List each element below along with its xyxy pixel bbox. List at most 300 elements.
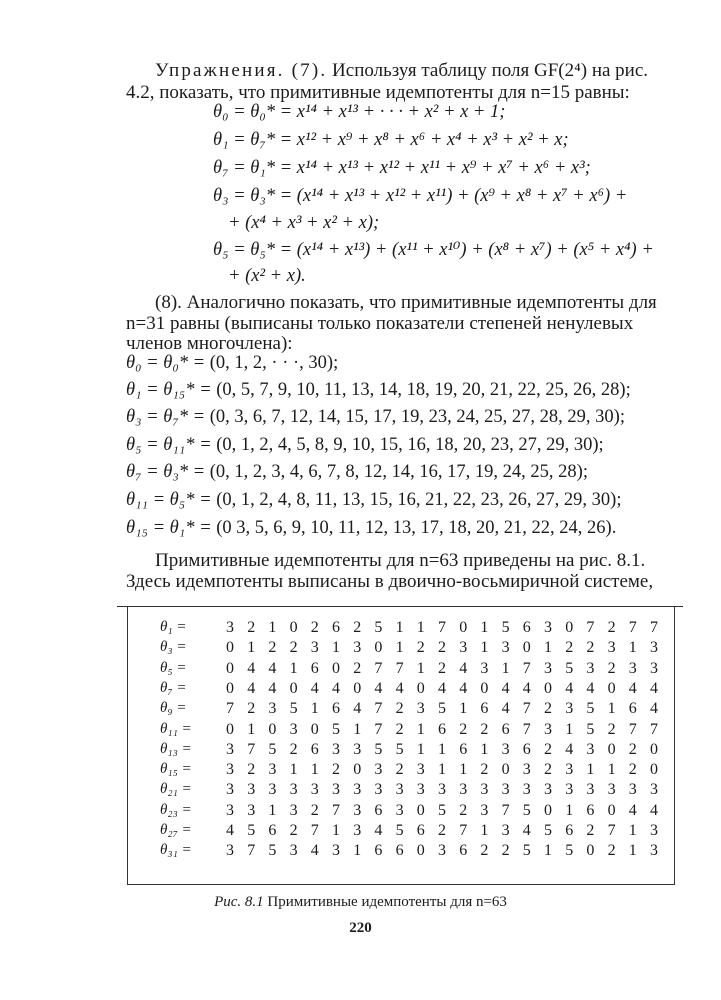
table-cell: 2 — [459, 720, 468, 738]
table-cell: 4 — [628, 801, 637, 819]
equation-theta5: θ₅ = θ₅* = (x¹⁴ + x¹³) + (x¹¹ + x¹⁰) + (x⁸ + x⁷) + (x⁵ + x⁴) + — [213, 240, 654, 260]
table-cell: 4 — [268, 659, 277, 677]
figure-label: Рис. 8.1 — [214, 894, 264, 910]
table-cell: 1 — [607, 761, 616, 779]
table-cell: 3 — [416, 700, 425, 718]
idempotent-row-values: (0 3, 5, 6, 9, 10, 11, 12, 13, 17, 18, 20, 21, 22, 24, 26). — [216, 518, 617, 538]
table-cell: 6 — [459, 740, 468, 758]
table-row-label: θ₁₅ = — [160, 761, 192, 778]
table-cell: 6 — [374, 842, 383, 860]
table-cell: 4 — [650, 801, 658, 819]
table-cell: 4 — [332, 679, 340, 697]
table-cell: 4 — [501, 679, 510, 697]
table-cell: 1 — [247, 720, 256, 738]
table-row-label: θ₁₃ = — [160, 740, 192, 757]
idempotent-row-lhs: θ₅ = θ₁₁* = — [126, 435, 212, 455]
table-cell: 7 — [522, 720, 531, 738]
table-cell: 3 — [650, 822, 658, 839]
exercise-8-line-3: членов многочлена): — [126, 333, 293, 354]
table-row-label: θ₅ = — [160, 659, 187, 676]
table-cell: 7 — [522, 659, 531, 677]
table-cell: 0 — [416, 842, 425, 860]
table-cell: 6 — [395, 842, 404, 860]
table-row — [128, 822, 674, 844]
table-cell: 1 — [586, 761, 595, 779]
table-cell: 3 — [353, 822, 362, 839]
table-cell: 0 — [416, 801, 425, 819]
paragraph-line-1: Примитивные идемпотенты для n=63 приведены на рис. 8.1. — [155, 550, 646, 571]
table-cell: 0 — [289, 679, 298, 697]
table-cell: 4 — [459, 659, 468, 677]
table-cell: 6 — [438, 720, 446, 738]
table-cell: 5 — [395, 740, 404, 758]
table-cell: 2 — [395, 720, 404, 738]
table-cell: 6 — [459, 842, 468, 860]
table-cell: 3 — [544, 720, 552, 738]
table-cell: 4 — [310, 842, 319, 860]
exercise-8-line-2: n=31 равны (выписаны только показатели степеней ненулевых — [126, 313, 634, 334]
table-cell: 3 — [459, 781, 468, 799]
table-cell: 3 — [586, 659, 595, 677]
equation-theta3-continued: + (x⁴ + x³ + x² + x); — [228, 213, 380, 233]
table-cell: 3 — [501, 781, 510, 799]
exercise-7-text: Используя таблицу поля GF(2⁴) на рис. — [332, 60, 649, 81]
table-row-label: θ₂₃ = — [160, 801, 192, 818]
table-cell: 2 — [607, 619, 616, 636]
table-cell: 7 — [438, 619, 446, 636]
table-cell: 3 — [289, 801, 298, 819]
table-cell: 1 — [289, 659, 298, 677]
table-cell: 6 — [565, 822, 574, 839]
table-cell: 5 — [438, 801, 446, 819]
table-cell: 7 — [310, 822, 319, 839]
table-cell: 2 — [247, 761, 256, 779]
table-cell: 3 — [353, 639, 362, 657]
table-cell: 0 — [650, 761, 658, 779]
table-cell: 3 — [438, 842, 446, 860]
table-cell: 3 — [395, 801, 404, 819]
table-cell: 7 — [332, 801, 340, 819]
table-cell: 1 — [480, 822, 489, 839]
table-cell: 7 — [247, 740, 256, 758]
table-cell: 3 — [289, 781, 298, 799]
table-cell: 4 — [522, 679, 531, 697]
table-cell: 1 — [289, 761, 298, 779]
table-cell: 3 — [522, 761, 531, 779]
table-cell: 2 — [544, 700, 552, 718]
table-cell: 4 — [374, 822, 383, 839]
table-cell: 4 — [586, 679, 595, 697]
table-cell: 4 — [353, 700, 362, 718]
table-row — [128, 639, 674, 661]
table-cell: 4 — [650, 700, 658, 718]
table-cell: 6 — [310, 659, 319, 677]
idempotent-row-values: (0, 1, 2, 4, 8, 11, 13, 15, 16, 21, 22, 23, 26, 27, 29, 30); — [216, 490, 622, 510]
exercise-7-label: Упражнения. (7). — [155, 60, 328, 81]
equation-theta7: θ₇ = θ₁* = x¹⁴ + x¹³ + x¹² + x¹¹ + x⁹ + x⁷ + x⁶ + x³; — [213, 158, 591, 178]
table-cell: 3 — [501, 639, 510, 657]
table-cell: 3 — [268, 761, 277, 779]
table-cell: 7 — [374, 720, 383, 738]
table-cell: 0 — [544, 801, 552, 819]
table-cell: 2 — [332, 761, 340, 779]
table-cell: 3 — [310, 781, 319, 799]
table-cell: 1 — [395, 639, 404, 657]
idempotent-row-theta3 — [126, 407, 625, 428]
table-cell: 4 — [650, 679, 658, 697]
table-cell: 0 — [459, 619, 468, 636]
table-cell: 3 — [650, 659, 658, 677]
table-cell: 3 — [226, 781, 234, 799]
table-cell: 3 — [544, 619, 552, 636]
table-cell: 1 — [544, 842, 552, 860]
table-row-label: θ₃₁ = — [160, 842, 192, 859]
table-cell: 5 — [586, 700, 595, 718]
table-cell: 3 — [289, 720, 298, 738]
table-cell: 1 — [565, 801, 574, 819]
table-cell: 1 — [268, 619, 277, 636]
table-cell: 3 — [226, 801, 234, 819]
table-cell: 2 — [607, 842, 616, 860]
table-cell: 1 — [416, 740, 425, 758]
table-cell: 0 — [310, 720, 319, 738]
table-cell: 2 — [480, 761, 489, 779]
table-cell: 4 — [395, 679, 404, 697]
table-cell: 0 — [374, 639, 383, 657]
table-row — [128, 802, 674, 824]
table-cell: 2 — [247, 619, 256, 636]
table-cell: 3 — [416, 781, 425, 799]
idempotent-row-theta1 — [126, 380, 631, 401]
table-cell: 6 — [332, 700, 340, 718]
table-cell: 3 — [268, 781, 277, 799]
table-cell: 7 — [247, 842, 256, 860]
table-cell: 2 — [395, 700, 404, 718]
idempotent-row-theta0 — [126, 353, 338, 374]
table-cell: 6 — [416, 822, 425, 839]
table-cell: 0 — [353, 679, 362, 697]
idempotent-row-theta11 — [126, 490, 621, 511]
table-cell: 1 — [565, 720, 574, 738]
table-cell: 3 — [480, 659, 489, 677]
equation-theta0: θ₀ = θ₀* = x¹⁴ + x¹³ + · · · + x² + x + 1; — [213, 102, 506, 122]
table-cell: 3 — [247, 781, 256, 799]
idempotent-row-lhs: θ₁₅ = θ₁* = — [126, 518, 212, 538]
table-cell: 4 — [226, 822, 234, 839]
table-cell: 5 — [522, 842, 531, 860]
table-cell: 5 — [289, 700, 298, 718]
idempotent-row-theta15 — [126, 518, 616, 539]
table-cell: 0 — [607, 679, 616, 697]
table-cell: 1 — [332, 639, 340, 657]
table-row — [128, 721, 674, 743]
table-row — [128, 842, 674, 864]
table-cell: 2 — [247, 700, 256, 718]
table-cell: 1 — [395, 619, 404, 636]
table-cell: 3 — [395, 781, 404, 799]
table-cell: 3 — [565, 781, 574, 799]
idempotent-row-theta5 — [126, 435, 604, 456]
table-cell: 2 — [438, 639, 446, 657]
idempotent-row-values: (0, 1, 2, · · ·, 30); — [209, 353, 339, 373]
table-cell: 3 — [480, 801, 489, 819]
idempotent-row-values: (0, 1, 2, 3, 4, 6, 7, 8, 12, 14, 16, 17, 19, 24, 25, 28); — [209, 462, 588, 482]
table-cell: 2 — [438, 822, 446, 839]
table-cell: 1 — [480, 619, 489, 636]
table-cell: 7 — [501, 801, 510, 819]
table-cell: 0 — [607, 740, 616, 758]
table-cell: 5 — [374, 740, 383, 758]
table-cell: 3 — [289, 842, 298, 860]
table-cell: 2 — [459, 801, 468, 819]
table-cell: 2 — [565, 639, 574, 657]
table-cell: 2 — [607, 720, 616, 738]
table-cell: 1 — [247, 639, 256, 657]
table-cell: 7 — [628, 720, 637, 738]
table-cell: 3 — [226, 619, 234, 636]
table-cell: 3 — [438, 781, 446, 799]
table-cell: 1 — [607, 700, 616, 718]
table-cell: 3 — [586, 781, 595, 799]
table-cell: 6 — [332, 619, 340, 636]
exercise-7-line-1 — [155, 60, 648, 82]
table-cell: 3 — [607, 639, 616, 657]
table-row — [128, 761, 674, 783]
idempotent-row-lhs: θ₇ = θ₃* = — [126, 462, 206, 482]
exercise-8-line-1: (8). Аналогично показать, что примитивные идемпотенты для — [155, 292, 657, 313]
table-row-label: θ₂₇ = — [160, 822, 192, 838]
table-cell: 0 — [268, 720, 277, 738]
table-cell: 1 — [628, 639, 637, 657]
table-cell: 1 — [480, 740, 489, 758]
table-cell: 3 — [247, 801, 256, 819]
table-cell: 2 — [501, 842, 510, 860]
table-row — [128, 619, 674, 641]
table-cell: 2 — [586, 822, 595, 839]
table-cell: 0 — [226, 659, 234, 677]
table-cell: 3 — [310, 639, 319, 657]
table-cell: 1 — [459, 700, 468, 718]
table-cell: 4 — [310, 679, 319, 697]
table-cell: 2 — [268, 639, 277, 657]
table-cell: 7 — [459, 822, 468, 839]
equation-theta3: θ₃ = θ₃* = (x¹⁴ + x¹³ + x¹² + x¹¹) + (x⁹ + x⁸ + x⁷ + x⁶) + — [213, 186, 628, 206]
table-cell: 3 — [650, 639, 658, 657]
table-cell: 2 — [416, 639, 425, 657]
table-cell: 3 — [544, 659, 552, 677]
table-cell: 1 — [416, 619, 425, 636]
table-cell: 4 — [247, 679, 256, 697]
table-cell: 1 — [438, 740, 446, 758]
table-cell: 3 — [480, 781, 489, 799]
equation-theta5-continued: + (x² + x). — [228, 266, 306, 286]
table-cell: 2 — [438, 659, 446, 677]
table-cell: 3 — [628, 781, 637, 799]
idempotent-row-lhs: θ₁ = θ₁₅* = — [126, 380, 212, 400]
table-row — [128, 660, 674, 682]
table-cell: 7 — [586, 619, 595, 636]
table-cell: 7 — [395, 659, 404, 677]
table-cell: 5 — [268, 842, 277, 860]
table-cell: 6 — [374, 801, 383, 819]
table-cell: 6 — [628, 700, 637, 718]
table-cell: 2 — [310, 801, 319, 819]
table-cell: 2 — [586, 639, 595, 657]
idempotent-row-theta7 — [126, 462, 588, 483]
table-cell: 3 — [565, 761, 574, 779]
figure-caption — [0, 894, 721, 911]
table-cell: 5 — [268, 740, 277, 758]
table-cell: 5 — [374, 619, 383, 636]
table-row-label: θ₂₁ = — [160, 781, 192, 798]
table-cell: 3 — [353, 801, 362, 819]
table-cell: 0 — [226, 639, 234, 657]
table-cell: 5 — [544, 822, 552, 839]
table-cell: 3 — [501, 822, 510, 839]
table-cell: 3 — [353, 781, 362, 799]
table-cell: 7 — [628, 619, 637, 636]
table-cell: 3 — [332, 842, 340, 860]
table-cell: 6 — [268, 822, 277, 839]
table-cell: 2 — [310, 619, 319, 636]
table-cell: 0 — [353, 761, 362, 779]
table-cell: 2 — [395, 761, 404, 779]
table-cell: 3 — [650, 781, 658, 799]
table-cell: 4 — [501, 700, 510, 718]
table-cell: 1 — [416, 659, 425, 677]
table-cell: 2 — [607, 659, 616, 677]
table-cell: 2 — [289, 740, 298, 758]
table-cell: 2 — [353, 659, 362, 677]
table-cell: 2 — [353, 619, 362, 636]
table-cell: 5 — [438, 700, 446, 718]
table-cell: 3 — [268, 700, 277, 718]
table-row — [128, 781, 674, 803]
table-cell: 4 — [268, 679, 277, 697]
table-cell: 5 — [522, 801, 531, 819]
table-cell: 0 — [289, 619, 298, 636]
table-cell: 2 — [289, 639, 298, 657]
equation-theta1: θ₁ = θ₇* = x¹² + x⁹ + x⁸ + x⁶ + x⁴ + x³ + x² + x; — [213, 130, 569, 150]
table-row-label: θ₁₁ = — [160, 720, 192, 737]
table-row-label: θ₇ = — [160, 679, 187, 696]
table-cell: 1 — [628, 822, 637, 839]
table-cell: 0 — [480, 679, 489, 697]
table-cell: 3 — [226, 842, 234, 860]
table-cell: 2 — [628, 740, 637, 758]
idempotent-row-lhs: θ₁₁ = θ₅* = — [126, 490, 212, 510]
table-cell: 1 — [416, 720, 425, 738]
page-number: 220 — [349, 920, 372, 936]
table-cell: 6 — [480, 700, 489, 718]
table-row — [128, 700, 674, 722]
table-cell: 2 — [544, 761, 552, 779]
figure-caption-text: Примитивные идемпотенты для n=63 — [267, 894, 507, 910]
table-cell: 3 — [226, 761, 234, 779]
table-cell: 1 — [480, 639, 489, 657]
table-cell: 3 — [374, 761, 383, 779]
table-cell: 7 — [650, 619, 658, 636]
table-cell: 4 — [374, 679, 383, 697]
table-cell: 5 — [565, 842, 574, 860]
table-cell: 0 — [586, 842, 595, 860]
idempotent-row-values: (0, 1, 2, 4, 5, 8, 9, 10, 15, 16, 18, 20, 23, 27, 29, 30); — [216, 435, 604, 455]
table-cell: 3 — [586, 740, 595, 758]
table-cell: 4 — [459, 679, 468, 697]
table-cell: 2 — [628, 761, 637, 779]
table-cell: 6 — [586, 801, 595, 819]
exercise-7-line-2: 4.2, показать, что примитивные идемпотенты для n=15 равны: — [126, 82, 630, 103]
table-cell: 0 — [565, 619, 574, 636]
table-cell: 6 — [522, 740, 531, 758]
table-cell: 1 — [353, 842, 362, 860]
table-row — [128, 680, 674, 702]
table-cell: 3 — [565, 700, 574, 718]
table-cell: 4 — [438, 679, 446, 697]
table-cell: 0 — [332, 659, 340, 677]
table-row-label: θ₃ = — [160, 639, 187, 656]
table-cell: 4 — [522, 822, 531, 839]
table-row-label: θ₉ = — [160, 700, 187, 717]
table-cell: 4 — [247, 659, 256, 677]
table-cell: 1 — [268, 801, 277, 819]
paragraph-line-2: Здесь идемпотенты выписаны в двоично-восьмиричной системе, — [126, 571, 654, 592]
table-cell: 1 — [501, 659, 510, 677]
table-cell: 4 — [628, 679, 637, 697]
table-cell: 3 — [353, 740, 362, 758]
table-row — [128, 741, 674, 763]
table-cell: 1 — [544, 639, 552, 657]
table-cell: 7 — [226, 700, 234, 718]
table-cell: 6 — [501, 720, 510, 738]
table-cell: 1 — [628, 842, 637, 860]
table-cell: 7 — [522, 700, 531, 718]
table-cell: 3 — [459, 639, 468, 657]
table-cell: 0 — [226, 720, 234, 738]
table-cell: 6 — [522, 619, 531, 636]
table-cell: 5 — [332, 720, 340, 738]
table-cell: 3 — [501, 740, 510, 758]
table-cell: 2 — [480, 842, 489, 860]
table-cell: 1 — [332, 822, 340, 839]
table-cell: 1 — [310, 761, 319, 779]
table-cell: 4 — [565, 679, 574, 697]
table-cell: 2 — [289, 822, 298, 839]
table-cell: 3 — [332, 740, 340, 758]
table-cell: 2 — [544, 740, 552, 758]
idempotent-row-values: (0, 3, 6, 7, 12, 14, 15, 17, 19, 23, 24, 25, 27, 28, 29, 30); — [209, 407, 625, 427]
idempotent-row-lhs: θ₃ = θ₇* = — [126, 407, 206, 427]
table-cell: 0 — [522, 639, 531, 657]
table-cell: 0 — [226, 679, 234, 697]
idempotent-row-lhs: θ₀ = θ₀* = — [126, 353, 206, 373]
table-cell: 1 — [310, 700, 319, 718]
table-cell: 3 — [650, 842, 658, 860]
table-cell: 3 — [332, 781, 340, 799]
table-cell: 4 — [565, 740, 574, 758]
table-cell: 3 — [416, 761, 425, 779]
table-cell: 0 — [607, 801, 616, 819]
idempotent-row-values: (0, 5, 7, 9, 10, 11, 13, 14, 18, 19, 20, 21, 22, 25, 26, 28); — [216, 380, 631, 400]
table-cell: 3 — [522, 781, 531, 799]
table-cell: 5 — [501, 619, 510, 636]
table-cell: 5 — [586, 720, 595, 738]
table-cell: 7 — [650, 720, 658, 738]
table-cell: 7 — [374, 700, 383, 718]
table-row-label: θ₁ = — [160, 619, 187, 635]
table-cell: 7 — [607, 822, 616, 839]
table-cell: 1 — [353, 720, 362, 738]
